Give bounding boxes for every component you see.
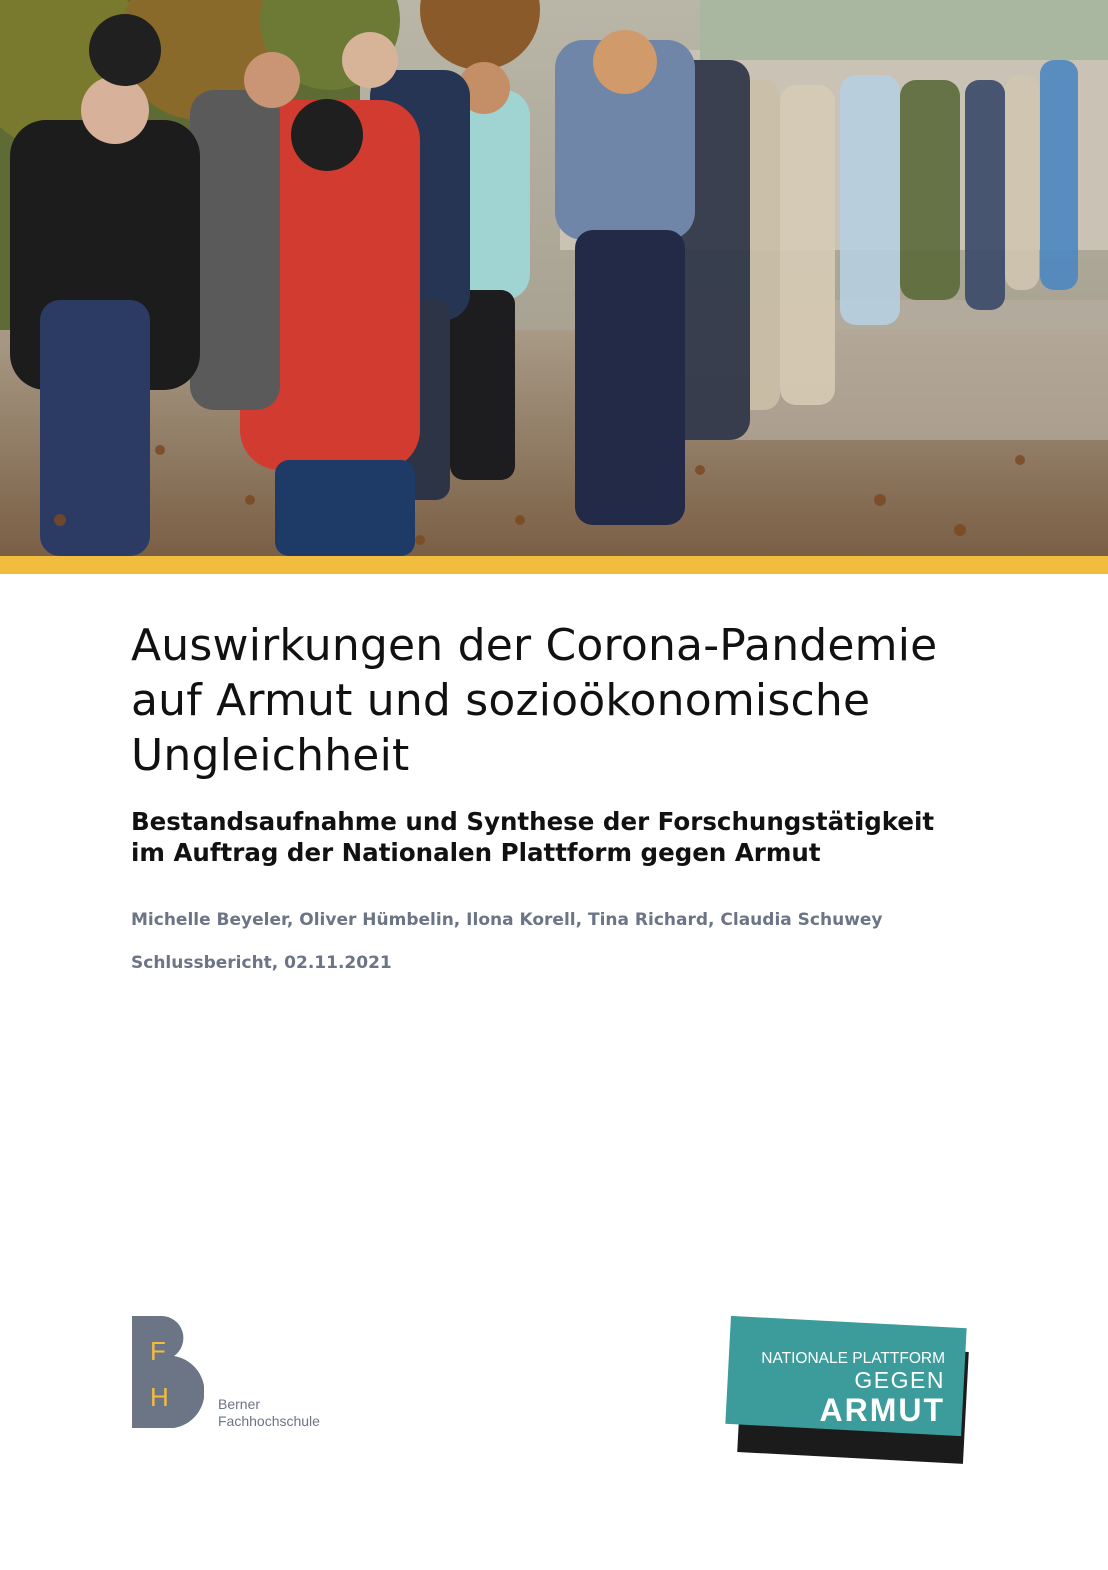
report-date: Schlussbericht, 02.11.2021 [131, 953, 392, 973]
document-title [131, 618, 1031, 783]
npa-line-1: NATIONALE PLATTFORM [761, 1350, 945, 1367]
title-line: auf Armut und sozioökonomische [131, 675, 871, 726]
subtitle-line: Bestandsaufnahme und Synthese der Forschungstätigkeit [131, 807, 935, 836]
bfh-letter-f: F [150, 1336, 166, 1366]
cover-photo [0, 0, 1108, 556]
npa-line-3: ARMUT [819, 1392, 945, 1428]
subtitle-line: im Auftrag der Nationalen Plattform gegen Armut [131, 838, 821, 867]
accent-bar [0, 556, 1108, 574]
bfh-logo [132, 1316, 342, 1436]
title-line: Ungleichheit [131, 730, 410, 781]
nationale-plattform-logo [720, 1310, 980, 1470]
bfh-letter-h: H [150, 1382, 169, 1412]
npa-text [720, 1350, 945, 1428]
bfh-name-line: Fachhochschule [218, 1413, 320, 1429]
document-subtitle [131, 806, 1031, 868]
bfh-name [218, 1396, 320, 1430]
npa-line-2: GEGEN [854, 1367, 945, 1393]
title-line: Auswirkungen der Corona-Pandemie [131, 620, 938, 671]
bfh-name-line: Berner [218, 1396, 261, 1412]
photo-people-queue-icon [0, 0, 1108, 556]
authors: Michelle Beyeler, Oliver Hümbelin, Ilona Korell, Tina Richard, Claudia Schuwey [131, 910, 883, 930]
